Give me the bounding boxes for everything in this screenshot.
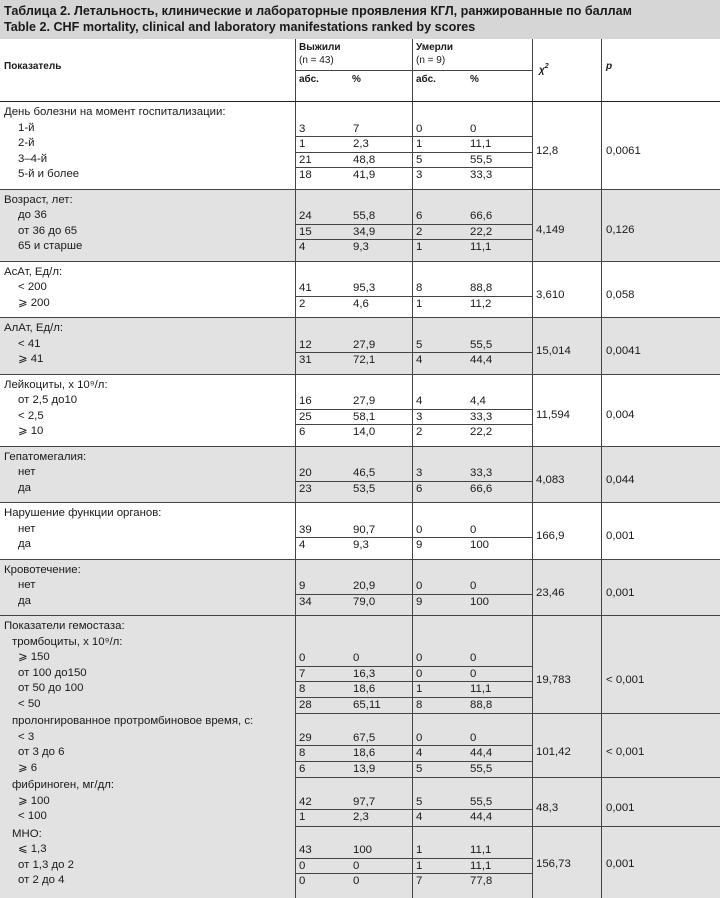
survived-pct: 100 <box>353 844 373 856</box>
table-body <box>0 102 720 898</box>
row-label: от 100 до150 <box>18 666 87 679</box>
died-pct: 0 <box>470 667 477 680</box>
survived-pct: 13,9 <box>353 762 376 775</box>
died-abs: 5 <box>416 795 423 808</box>
survived-pct: 34,9 <box>353 225 376 238</box>
p-value: 0,001 <box>606 530 635 542</box>
survived-pct: 46,5 <box>353 467 376 479</box>
row-label: от 2,5 до10 <box>18 394 78 406</box>
chi2-value: 166,9 <box>536 530 565 542</box>
survived-abs: 4 <box>299 241 306 253</box>
group-name: Показатели гемостаза: <box>4 620 125 632</box>
died-abs: 1 <box>416 241 423 253</box>
survived-pct: 72,1 <box>353 354 376 366</box>
survived-pct: 67,5 <box>353 731 376 744</box>
survived-abs: 41 <box>299 282 312 294</box>
p-value: < 0,001 <box>606 745 645 758</box>
died-pct: 77,8 <box>470 875 493 887</box>
table-title <box>0 0 720 39</box>
header-died-abs: абс. <box>416 74 436 85</box>
died-abs: 0 <box>416 523 423 536</box>
chi2-value: 19,783 <box>536 674 571 686</box>
survived-abs: 42 <box>299 795 312 808</box>
survived-pct: 16,3 <box>353 667 376 680</box>
died-abs: 1 <box>416 683 423 695</box>
survived-pct: 90,7 <box>353 523 376 536</box>
header-chi2: $\chi^2$ <box>539 63 549 76</box>
row-label: < 100 <box>18 810 47 822</box>
survived-abs: 16 <box>299 395 312 407</box>
survived-pct: 9,3 <box>353 241 369 253</box>
row-label: 3–4-й <box>18 152 48 165</box>
survived-abs: 24 <box>299 210 312 222</box>
died-abs: 5 <box>416 153 423 166</box>
header-died: Умерли <box>416 42 454 53</box>
chi2-value: 101,42 <box>536 745 571 758</box>
survived-abs: 7 <box>299 667 306 680</box>
group-name: Лейкоциты, х 10⁹/л: <box>4 378 108 391</box>
died-pct: 0 <box>470 580 477 592</box>
row-label: ⩾ 41 <box>18 353 44 365</box>
row-label: от 2 до 4 <box>18 874 65 886</box>
survived-abs: 9 <box>299 580 306 592</box>
header-survived-pct: % <box>352 74 361 85</box>
header-survived: Выжили <box>299 42 341 53</box>
table-title-ru: Таблица 2. Летальность, клинические и лабораторные проявления КГЛ, ранжированные по баллам <box>4 4 632 18</box>
chi2-value: 4,149 <box>536 224 565 237</box>
died-abs: 4 <box>416 354 423 366</box>
row-label: да <box>18 594 31 607</box>
survived-pct: 2,3 <box>353 138 369 150</box>
died-pct: 0 <box>470 122 477 135</box>
died-pct: 22,2 <box>470 225 493 238</box>
survived-abs: 4 <box>299 539 306 551</box>
died-pct: 11,2 <box>470 297 492 310</box>
row-label: от 3 до 6 <box>18 746 65 758</box>
died-pct: 66,6 <box>470 210 493 222</box>
died-abs: 0 <box>416 580 423 592</box>
died-pct: 33,3 <box>470 410 493 423</box>
group-name: АлАт, Ед/л: <box>4 322 64 334</box>
row-label: 65 и старше <box>18 240 83 252</box>
row-label: ⩾ 100 <box>18 794 50 807</box>
survived-abs: 6 <box>299 426 306 438</box>
p-value: 0,0041 <box>606 345 641 357</box>
died-pct: 22,2 <box>470 426 493 438</box>
died-abs: 3 <box>416 467 423 479</box>
table-header <box>0 39 720 102</box>
survived-abs: 29 <box>299 731 312 744</box>
died-abs: 1 <box>416 138 423 150</box>
row-label: < 50 <box>18 697 41 710</box>
died-pct: 55,5 <box>470 762 493 775</box>
died-pct: 11,1 <box>470 138 492 150</box>
died-abs: 5 <box>416 338 423 351</box>
row-label: от 1,3 до 2 <box>18 858 74 871</box>
survived-pct: 0 <box>353 875 360 887</box>
survived-pct: 41,9 <box>353 169 376 181</box>
survived-abs: 3 <box>299 122 306 135</box>
group-name: Возраст, лет: <box>4 193 73 206</box>
survived-pct: 14,0 <box>353 426 376 438</box>
died-pct: 44,4 <box>470 747 493 759</box>
header-died-pct: % <box>470 74 479 85</box>
died-abs: 0 <box>416 667 423 680</box>
p-value: < 0,001 <box>606 674 645 686</box>
group-1 <box>0 190 720 262</box>
died-pct: 100 <box>470 539 490 551</box>
survived-abs: 12 <box>299 338 312 351</box>
survived-pct: 2,3 <box>353 811 369 823</box>
group-7 <box>0 560 720 617</box>
group-2 <box>0 262 720 319</box>
died-abs: 0 <box>416 122 423 135</box>
row-label: 2-й <box>18 137 35 149</box>
died-abs: 0 <box>416 731 423 744</box>
survived-pct: 65,11 <box>353 698 381 711</box>
header-died-n: (n = 9) <box>416 55 446 66</box>
survived-abs: 1 <box>299 811 306 823</box>
survived-abs: 0 <box>299 652 306 664</box>
survived-pct: 7 <box>353 122 360 135</box>
survived-abs: 34 <box>299 595 312 608</box>
header-p: p <box>606 61 613 72</box>
p-value: 0,044 <box>606 473 635 486</box>
died-abs: 4 <box>416 395 423 407</box>
died-abs: 9 <box>416 539 423 551</box>
died-abs: 6 <box>416 210 423 222</box>
died-pct: 55,5 <box>470 338 493 351</box>
died-abs: 4 <box>416 747 423 759</box>
died-abs: 1 <box>416 844 423 856</box>
survived-abs: 39 <box>299 523 312 536</box>
survived-pct: 55,8 <box>353 210 376 222</box>
died-pct: 0 <box>470 523 477 536</box>
p-value: 0,001 <box>606 586 635 599</box>
row-label: < 41 <box>18 337 41 350</box>
survived-pct: 0 <box>353 859 360 872</box>
died-pct: 11,1 <box>470 241 492 253</box>
row-label: 1-й <box>18 121 35 134</box>
survived-pct: 18,6 <box>353 747 376 759</box>
died-pct: 66,6 <box>470 482 493 495</box>
chi2-value: 3,610 <box>536 288 565 301</box>
survived-abs: 28 <box>299 698 312 711</box>
died-abs: 2 <box>416 225 423 238</box>
row-label: нет <box>18 579 36 591</box>
header-indicator: Показатель <box>4 61 62 72</box>
p-value: 0,004 <box>606 409 635 422</box>
group-name: Нарушение функции органов: <box>4 507 162 519</box>
died-pct: 100 <box>470 595 490 608</box>
survived-abs: 2 <box>299 297 306 310</box>
survived-abs: 0 <box>299 875 306 887</box>
p-value: 0,001 <box>606 858 635 871</box>
died-abs: 5 <box>416 762 423 775</box>
survived-pct: 95,3 <box>353 282 376 294</box>
row-label: ⩽ 1,3 <box>18 843 47 855</box>
died-abs: 8 <box>416 282 423 294</box>
p-value: 0,001 <box>606 802 635 814</box>
survived-abs: 15 <box>299 225 312 238</box>
survived-pct: 79,0 <box>353 595 376 608</box>
died-pct: 55,5 <box>470 795 493 808</box>
died-pct: 11,1 <box>470 683 492 695</box>
survived-pct: 4,6 <box>353 297 369 310</box>
survived-pct: 0 <box>353 652 360 664</box>
survived-abs: 0 <box>299 859 306 872</box>
died-abs: 2 <box>416 426 423 438</box>
died-pct: 44,4 <box>470 354 493 366</box>
chi2-value: 4,083 <box>536 473 565 486</box>
died-pct: 33,3 <box>470 467 493 479</box>
row-label: < 2,5 <box>18 409 44 422</box>
survived-abs: 31 <box>299 354 312 366</box>
row-label: да <box>18 481 31 494</box>
survived-abs: 8 <box>299 747 306 759</box>
survived-abs: 20 <box>299 467 312 479</box>
died-abs: 7 <box>416 875 423 887</box>
died-abs: 3 <box>416 169 423 181</box>
survived-pct: 18,6 <box>353 683 376 695</box>
table-title-en: Table 2. CHF mortality, clinical and laboratory manifestations ranked by scores <box>4 20 476 34</box>
row-label: ⩾ 10 <box>18 425 44 437</box>
group-0 <box>0 102 720 190</box>
subgroup-name: пролонгированное протромбиновое время, с: <box>12 715 254 727</box>
survived-abs: 6 <box>299 762 306 775</box>
row-label: до 36 <box>18 209 47 221</box>
died-pct: 44,4 <box>470 811 493 823</box>
subgroup-name: фибриноген, мг/дл: <box>12 779 115 791</box>
survived-pct: 53,5 <box>353 482 376 495</box>
died-abs: 1 <box>416 859 423 872</box>
row-label: < 200 <box>18 281 47 293</box>
died-abs: 3 <box>416 410 423 423</box>
died-pct: 0 <box>470 652 477 664</box>
died-abs: 6 <box>416 482 423 495</box>
survived-pct: 58,1 <box>353 410 376 423</box>
group-hemostasis <box>0 616 720 898</box>
chi2-value: 23,46 <box>536 586 565 599</box>
died-pct: 88,8 <box>470 282 493 294</box>
survived-pct: 97,7 <box>353 795 376 808</box>
survived-pct: 27,9 <box>353 395 376 407</box>
row-label: нет <box>18 466 36 478</box>
group-3 <box>0 318 720 375</box>
survived-abs: 21 <box>299 153 312 166</box>
survived-abs: 18 <box>299 169 312 181</box>
survived-abs: 25 <box>299 410 312 423</box>
row-label: от 36 до 65 <box>18 224 78 237</box>
chi2-value: 11,594 <box>536 409 570 422</box>
died-abs: 8 <box>416 698 423 711</box>
died-pct: 55,5 <box>470 153 493 166</box>
chi2-value: 15,014 <box>536 345 571 357</box>
p-value: 0,126 <box>606 224 635 237</box>
group-5 <box>0 447 720 504</box>
chi2-value: 12,8 <box>536 144 559 157</box>
row-label: < 3 <box>18 730 35 743</box>
survived-abs: 23 <box>299 482 312 495</box>
died-abs: 1 <box>416 297 423 310</box>
p-value: 0,058 <box>606 288 635 301</box>
group-name: Гепатомегалия: <box>4 450 87 463</box>
subgroup-name: МНО: <box>12 827 42 840</box>
survived-abs: 1 <box>299 138 306 150</box>
died-pct: 0 <box>470 731 477 744</box>
died-abs: 9 <box>416 595 423 608</box>
group-name: АсАт, Ед/л: <box>4 265 63 278</box>
died-abs: 0 <box>416 652 423 664</box>
chi2-value: 156,73 <box>536 858 571 871</box>
survived-pct: 20,9 <box>353 580 376 592</box>
survived-abs: 43 <box>299 844 312 856</box>
row-label: да <box>18 538 31 550</box>
died-pct: 33,3 <box>470 169 493 181</box>
group-name: Кровотечение: <box>4 563 81 576</box>
survived-abs: 8 <box>299 683 306 695</box>
group-4 <box>0 375 720 447</box>
row-label: ⩾ 200 <box>18 296 50 309</box>
row-label: от 50 до 100 <box>18 682 84 694</box>
row-label: нет <box>18 522 36 535</box>
died-pct: 11,1 <box>470 844 492 856</box>
chi2-value: 48,3 <box>536 802 559 814</box>
died-abs: 4 <box>416 811 423 823</box>
survived-pct: 48,8 <box>353 153 376 166</box>
header-survived-n: (n = 43) <box>299 55 334 66</box>
p-value: 0,0061 <box>606 144 641 157</box>
group-6 <box>0 503 720 560</box>
row-label: 5-й и более <box>18 168 80 180</box>
died-pct: 11,1 <box>470 859 492 872</box>
subgroup-name: тромбоциты, х 10⁹/л: <box>12 635 123 648</box>
survived-pct: 27,9 <box>353 338 376 351</box>
header-survived-abs: абс. <box>299 74 319 85</box>
died-pct: 88,8 <box>470 698 493 711</box>
survived-pct: 9,3 <box>353 539 369 551</box>
died-pct: 4,4 <box>470 395 486 407</box>
group-name: День болезни на момент госпитализации: <box>4 106 226 118</box>
row-label: ⩾ 6 <box>18 761 38 774</box>
row-label: ⩾ 150 <box>18 651 50 663</box>
